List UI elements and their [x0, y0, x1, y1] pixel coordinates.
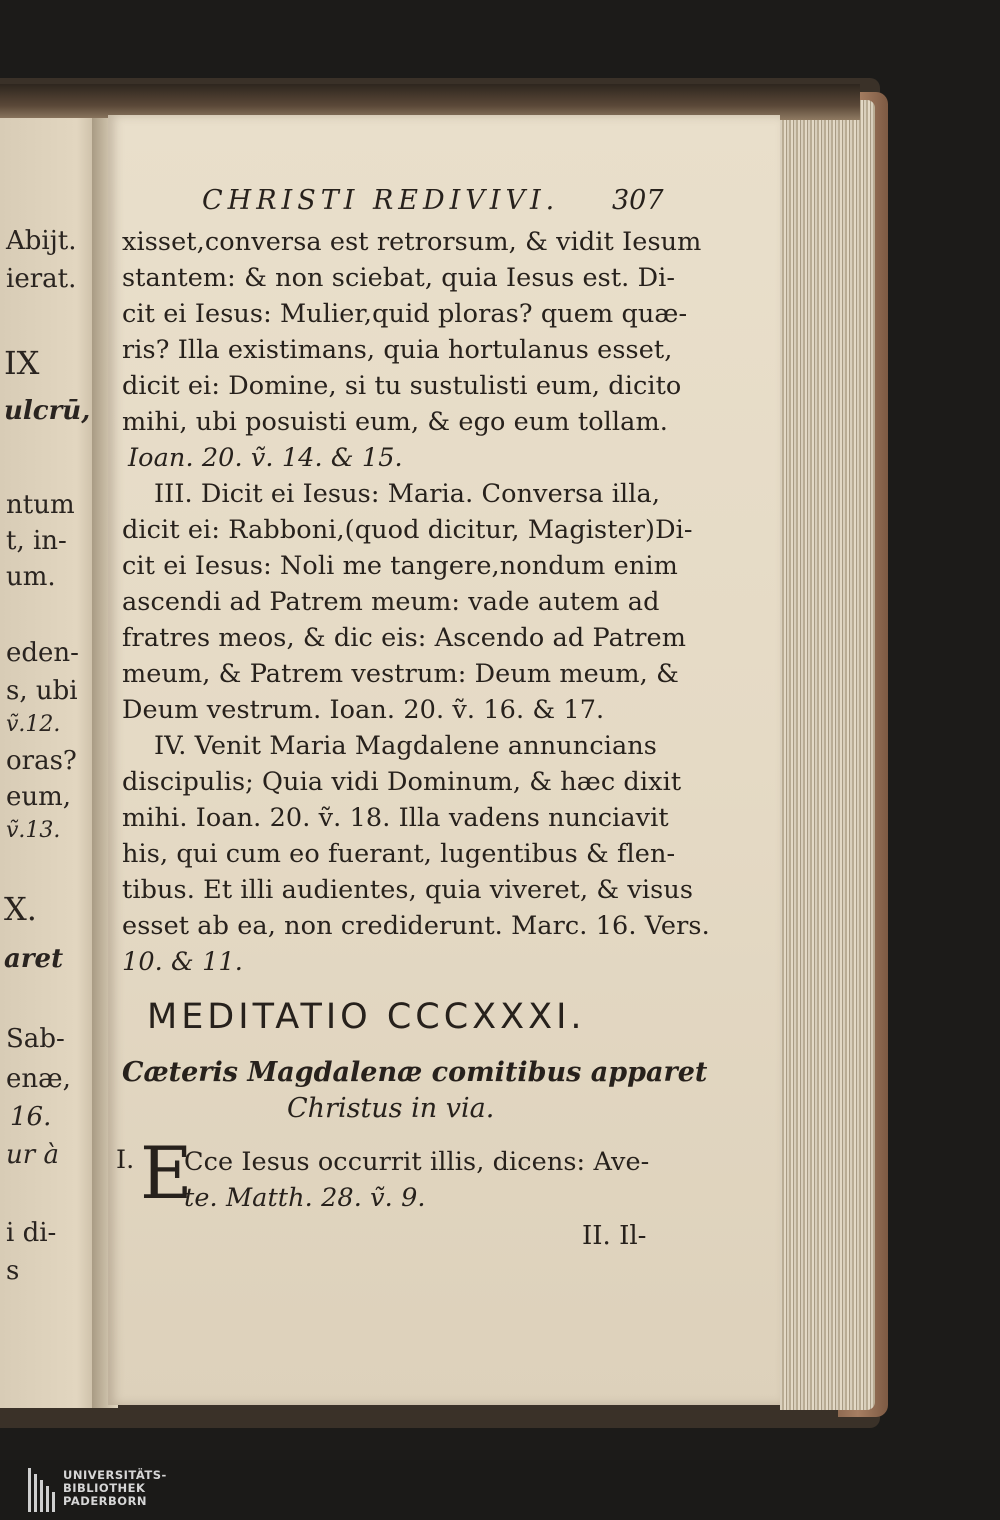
left-fragment: um. [6, 562, 56, 592]
text-line: dicit ei: Rabboni,(quod dicitur, Magister)Di- [122, 515, 693, 545]
text-line: mihi, ubi posuisti eum, & ego eum tollam. [122, 407, 668, 437]
catchword: II. Il- [582, 1221, 647, 1251]
left-fragment: ntum [6, 490, 75, 520]
text-line: 10. & 11. [122, 947, 243, 977]
left-fragment: ierat. [6, 264, 77, 294]
left-fragment: oras? [6, 746, 77, 776]
text-line: mihi. Ioan. 20. ṽ. 18. Illa vadens nunciavit [122, 803, 669, 833]
left-fragment: IX [4, 344, 40, 382]
text-line: xisset,conversa est retrorsum, & vidit Iesum [122, 227, 702, 257]
left-fragment: X. [4, 890, 37, 928]
left-fragment: Sab- [6, 1024, 65, 1054]
left-fragment: ṽ.12. [6, 712, 61, 737]
logo-line: BIBLIOTHEK [63, 1481, 146, 1495]
left-fragment: s [6, 1256, 20, 1286]
left-fragment: enæ, [6, 1064, 71, 1094]
text-line: III. Dicit ei Iesus: Maria. Conversa illa, [154, 479, 661, 509]
drop-cap: E [140, 1131, 193, 1215]
library-logo-icon [28, 1468, 58, 1512]
text-line: meum, & Patrem vestrum: Deum meum, & [122, 659, 679, 689]
text-line: ris? Illa existimans, quia hortulanus esset, [122, 335, 673, 365]
logo-line: PADERBORN [63, 1494, 148, 1508]
left-fragment: s, ubi [6, 676, 78, 706]
left-fragment: 16. [10, 1102, 52, 1132]
meditation-title: MEDITATIO CCCXXXI. [147, 997, 586, 1037]
text-line: dicit ei: Domine, si tu sustulisti eum, dicito [122, 371, 682, 401]
running-head: CHRISTI REDIVIVI. [202, 185, 560, 216]
left-fragment: eum, [6, 782, 72, 812]
left-fragment: aret [4, 944, 64, 974]
text-line: ascendi ad Patrem meum: vade autem ad [122, 587, 660, 617]
text-line: te. Matth. 28. ṽ. 9. [184, 1183, 426, 1213]
paragraph-number: I. [116, 1145, 135, 1175]
left-fragment: ur à [6, 1140, 59, 1170]
meditation-subtitle: Christus in via. [287, 1093, 495, 1124]
text-line: his, qui cum eo fuerant, lugentibus & flen- [122, 839, 676, 869]
footer-bar [0, 1460, 1000, 1520]
library-logo-text [63, 1469, 167, 1508]
text-line: cit ei Iesus: Mulier,quid ploras? quem quæ- [122, 299, 688, 329]
left-fragment: i di- [6, 1218, 57, 1248]
text-line: Ioan. 20. ṽ. 14. & 15. [128, 443, 403, 473]
left-fragment: eden- [6, 638, 79, 668]
text-line: tibus. Et illi audientes, quia viveret, & visus [122, 875, 694, 905]
text-line: IV. Venit Maria Magdalene annuncians [154, 731, 657, 761]
book-page-edges [780, 100, 875, 1410]
meditation-subtitle: Cæteris Magdalenæ comitibus apparet [122, 1057, 708, 1088]
logo-line: UNIVERSITÄTS- [63, 1468, 167, 1482]
left-fragment: ulcrū, [4, 396, 91, 426]
page-number: 307 [612, 185, 664, 216]
text-line: Deum vestrum. Ioan. 20. ṽ. 16. & 17. [122, 695, 605, 725]
text-line: discipulis; Quia vidi Dominum, & hæc dixit [122, 767, 682, 797]
text-line: cit ei Iesus: Noli me tangere,nondum enim [122, 551, 678, 581]
text-line: stantem: & non sciebat, quia Iesus est. Di- [122, 263, 676, 293]
text-line: Cce Iesus occurrit illis, dicens: Ave- [184, 1147, 650, 1177]
left-fragment: Abijt. [6, 226, 77, 256]
text-line: fratres meos, & dic eis: Ascendo ad Patrem [122, 623, 687, 653]
text-line: esset ab ea, non crediderunt. Marc. 16. Vers. [122, 911, 710, 941]
left-fragment: t, in- [6, 526, 67, 556]
left-fragment: ṽ.13. [6, 818, 61, 843]
